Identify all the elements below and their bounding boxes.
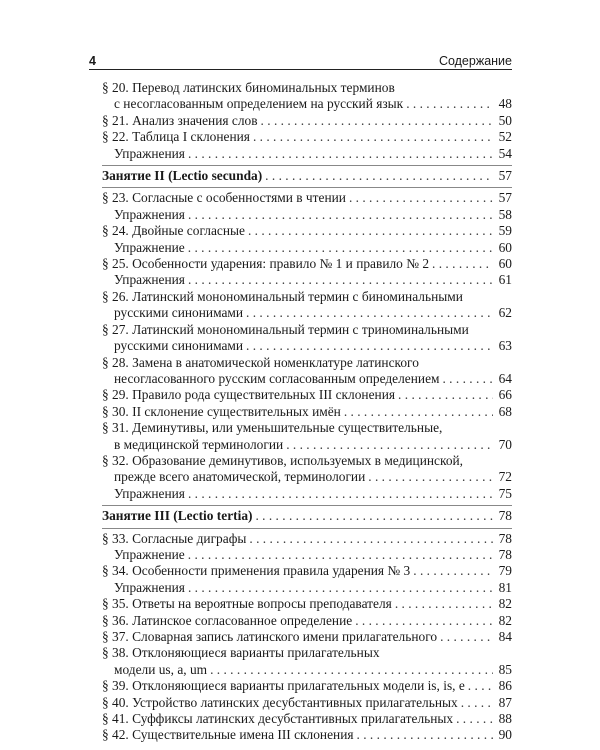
toc-page-number: 86 [498, 678, 512, 694]
toc-page-number: 59 [498, 223, 512, 239]
toc-entry-title: несогласованного русским согласованным определением [114, 370, 440, 386]
toc-entry-title: § 34. Особенности применения правила ударения № 3 [102, 563, 411, 579]
toc-entry-title: § 28. Замена в анатомической номенклатуре латинского [102, 354, 419, 370]
toc-entry-title: русскими синонимами [114, 338, 244, 354]
toc-page-number: 58 [498, 206, 512, 222]
toc-entry-title: § 31. Деминутивы, или уменьшительные существительные, [102, 420, 443, 436]
toc-entry-title: с несогласованным определением на русский язык [114, 96, 404, 112]
toc-entry-title: Упражнения [114, 485, 185, 501]
toc-entry[interactable] [102, 289, 512, 322]
toc-entry-title: § 21. Анализ значения слов [102, 112, 258, 128]
toc-page-number: 54 [498, 145, 512, 161]
dot-leader [349, 190, 493, 206]
toc-page-number: 48 [498, 96, 512, 112]
toc-page-number: 61 [498, 272, 512, 288]
toc-page-number: 62 [498, 305, 512, 321]
dot-leader [188, 486, 493, 502]
toc-entry-title: § 30. II склонение существительных имён [102, 403, 341, 419]
toc-entry[interactable] [102, 355, 512, 388]
dot-leader [461, 695, 493, 711]
toc-entry-title: § 20. Перевод латинских биноминальных терминов [102, 80, 395, 95]
toc-entry-title: § 22. Таблица I склонения [102, 129, 250, 145]
dot-leader [255, 508, 493, 524]
toc-entry-title: § 25. Особенности ударения: правило № 1 и правило № 2 [102, 256, 430, 272]
toc-page-number: 84 [498, 629, 512, 644]
toc-page-number: 88 [498, 711, 512, 727]
dot-leader [188, 240, 493, 256]
toc-entry[interactable] [102, 596, 512, 612]
toc-entry[interactable] [102, 695, 512, 711]
dot-leader [246, 338, 493, 354]
dot-leader [468, 678, 493, 694]
dot-leader [249, 531, 493, 547]
toc-entry-title: Упражнения [114, 145, 185, 161]
toc-page-number: 79 [498, 563, 512, 579]
toc-entry[interactable] [102, 645, 512, 678]
toc-page-number: 60 [498, 256, 512, 272]
header-rule [89, 69, 512, 70]
toc-entry-title: Упражнения [114, 272, 185, 288]
toc-entry-title: § 26. Латинский монономинальный термин с биноминальными [102, 288, 463, 304]
dot-leader [432, 256, 493, 272]
toc-entry-title: Занятие III (Lectio tertia) [102, 508, 253, 524]
chapter-rule [102, 505, 512, 506]
toc-entry-title: § 27. Латинский монономинальный термин с триноминальными [102, 321, 469, 337]
toc-entry-title: § 32. Образование деминутивов, используемых в медицинской, [102, 452, 464, 468]
toc-page-number: 87 [498, 694, 512, 710]
toc-entry-title: прежде всего анатомической, терминологии [114, 469, 366, 485]
dot-leader [248, 223, 493, 239]
running-header [89, 50, 512, 68]
toc-page-number: 75 [498, 485, 512, 501]
dot-leader [355, 613, 493, 629]
toc-page-number: 72 [498, 469, 512, 485]
dot-leader [406, 96, 493, 112]
toc-entry[interactable] [102, 207, 512, 223]
toc-entry-title: в медицинской терминологии [114, 436, 284, 452]
toc-page-number: 60 [498, 239, 512, 255]
dot-leader [188, 272, 493, 288]
toc-page-number: 50 [498, 112, 512, 128]
toc-entry[interactable] [102, 563, 512, 579]
dot-leader [261, 113, 493, 129]
toc-entry-title: русскими синонимами [114, 305, 244, 321]
toc-page-number: 52 [498, 129, 512, 145]
page-number: 4 [89, 54, 96, 68]
toc-entry[interactable] [102, 146, 512, 162]
dot-leader [456, 711, 493, 727]
dot-leader [442, 371, 493, 387]
toc-entry[interactable] [102, 240, 512, 256]
dot-leader [440, 629, 493, 645]
dot-leader [246, 305, 493, 321]
dot-leader [265, 168, 493, 184]
toc-entry[interactable] [102, 80, 512, 113]
toc-entry-title: § 37. Словарная запись латинского имени прилагательного [102, 629, 438, 644]
toc-page-number: 70 [498, 436, 512, 452]
chapter-rule [102, 187, 512, 188]
toc-entry[interactable] [102, 272, 512, 288]
toc-entry-title: § 23. Согласные с особенностями в чтении [102, 190, 346, 206]
dot-leader [188, 580, 493, 596]
toc-entry[interactable] [102, 629, 512, 645]
dot-leader [188, 547, 493, 563]
dot-leader [395, 596, 493, 612]
dot-leader [344, 404, 493, 420]
toc-entry[interactable] [102, 420, 512, 453]
toc-entry-title: § 40. Устройство латинских десубстантивных прилагательных [102, 694, 458, 710]
toc-entry[interactable] [102, 256, 512, 272]
chapter-rule [102, 165, 512, 166]
toc-page-number: 81 [498, 579, 512, 595]
toc-page-number: 85 [498, 661, 512, 677]
chapter-rule [102, 528, 512, 529]
toc-page-number: 78 [498, 530, 512, 546]
toc-entry-title: § 35. Ответы на вероятные вопросы преподавателя [102, 596, 392, 612]
toc-entry-title: § 33. Согласные диграфы [102, 530, 247, 546]
toc-page-number: 90 [498, 727, 512, 743]
toc-entry[interactable] [102, 678, 512, 694]
toc-entry[interactable] [102, 404, 512, 420]
dot-leader [413, 563, 493, 579]
toc-entry-title: § 29. Правило рода существительных III склонения [102, 387, 396, 403]
toc-entry[interactable] [102, 531, 512, 547]
dot-leader [357, 727, 493, 743]
toc-page-number: 68 [498, 403, 512, 419]
toc-entry-title: § 41. Суффиксы латинских десубстантивных прилагательных [102, 711, 454, 727]
table-of-contents [102, 80, 512, 744]
toc-entry[interactable] [102, 322, 512, 355]
toc-entry-title: § 24. Двойные согласные [102, 223, 245, 239]
toc-entry[interactable] [102, 727, 512, 743]
dot-leader [368, 469, 493, 485]
toc-page-number: 78 [498, 546, 512, 562]
toc-entry-title: Упражнения [114, 579, 185, 595]
toc-page-number: 64 [498, 370, 512, 386]
toc-entry[interactable] [102, 711, 512, 727]
toc-entry[interactable] [102, 453, 512, 486]
toc-entry-title: Упражнения [114, 206, 185, 222]
dot-leader [210, 662, 493, 678]
toc-entry-title: § 36. Латинское согласованное определение [102, 612, 353, 628]
toc-page-number: 78 [498, 508, 512, 524]
toc-entry[interactable] [102, 580, 512, 596]
dot-leader [286, 437, 493, 453]
toc-entry-title: § 42. Существительные имена III склонения [102, 727, 354, 743]
running-title: Содержание [438, 54, 512, 68]
toc-entry[interactable] [102, 113, 512, 129]
toc-page-number: 82 [498, 612, 512, 628]
toc-entry[interactable] [102, 547, 512, 563]
toc-entry-title: Упражнение [114, 546, 185, 562]
toc-entry-title: Занятие II (Lectio secunda) [102, 168, 263, 184]
dot-leader [398, 387, 493, 403]
toc-page-number: 66 [498, 387, 512, 403]
toc-entry[interactable] [102, 613, 512, 629]
dot-leader [188, 207, 493, 223]
toc-entry[interactable] [102, 486, 512, 502]
dot-leader [253, 129, 493, 145]
toc-chapter[interactable] [102, 168, 512, 184]
toc-page-number: 57 [498, 190, 512, 206]
toc-entry-title: § 38. Отклоняющиеся варианты прилагательных [102, 645, 380, 661]
toc-entry[interactable] [102, 387, 512, 403]
toc-page-number: 82 [498, 596, 512, 612]
toc-page-number: 63 [498, 338, 512, 354]
toc-entry-title: § 39. Отклоняющиеся варианты прилагательных модели is, is, e [102, 678, 465, 694]
toc-entry-title: Упражнение [114, 239, 185, 255]
toc-page-number: 57 [498, 168, 512, 184]
toc-entry[interactable] [102, 190, 512, 206]
toc-entry[interactable] [102, 129, 512, 145]
toc-chapter[interactable] [102, 508, 512, 524]
toc-entry[interactable] [102, 223, 512, 239]
toc-entry-title: модели us, a, um [114, 661, 208, 677]
dot-leader [188, 146, 493, 162]
